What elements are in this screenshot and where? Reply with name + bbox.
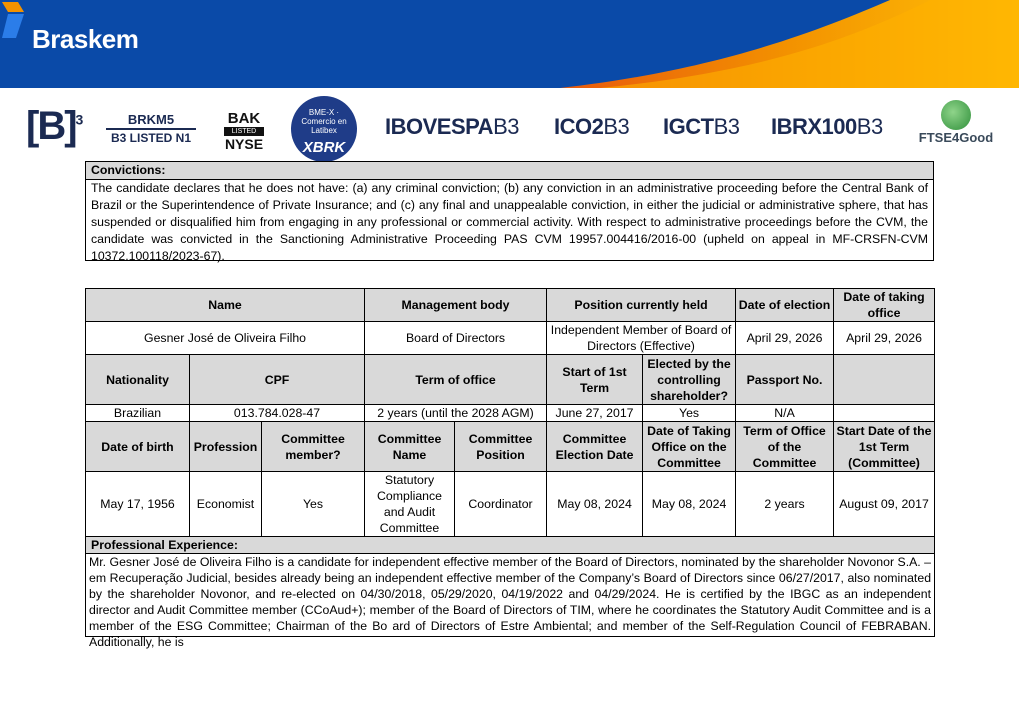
banner-wave-graphic [0,0,1019,88]
value-committee-taking-office: May 08, 2024 [643,472,736,537]
value-profession: Economist [190,472,262,537]
table-row [86,472,935,537]
header-committee-start: Start Date of the 1st Term (Committee) [834,422,935,472]
header-elected-controlling: Elected by the controlling shareholder? [643,355,736,405]
ibovespa-logo: IBOVESPAB3 [385,114,519,139]
b3-logo: $[B]^3$ [26,104,82,148]
brand-logo-text: Braskem [32,24,139,54]
experience-text: Mr. Gesner José de Oliveira Filho is a candidate for independent effective member of the Board of Directors, nominated by the shareholder Novonor S.A. – em Recuperação Judicial, besides already being an independent effective member of the Company’s Board of Directors since 06/27/2017, also nominated by the shareholder Novonor, and re-elected on 04/30/2018, 05/29/2020, 04/19/2022 and 04/29/2024. He is certified by the IBGC as an independent director and Audit Committee member (CCoAud+); member of the Board of Directors of TIM, where he coordinates the Statutory Audit Committee and is a member of the ESG Committee; Chairman of the Bo ard of Directors of Estre Ambiental; and member of the Self-Regulation Council of FEBRABAN. Additionally, he is [89,555,932,649]
header-committee-member: Committee member? [262,422,365,472]
listing-logos [0,92,1019,162]
header-position: Position currently held [547,289,736,322]
value-committee-name: Statutory Compliance and Audit Committee [365,472,455,537]
header-empty [834,355,935,405]
value-position: Independent Member of Board of Directors (Effective) [547,322,736,355]
header-cpf: CPF [190,355,365,405]
header-date-election: Date of election [736,289,834,322]
brand-mark-icon [0,0,26,40]
ftse4good-logo: FTSE4Good [916,100,996,145]
value-empty [834,405,935,422]
table-row [86,554,935,637]
globe-icon [941,100,971,130]
experience-cell [86,554,935,649]
header-nationality: Nationality [86,355,190,405]
table-row [86,289,935,322]
value-committee-member: Yes [262,472,365,537]
value-name: Gesner José de Oliveira Filho [86,322,365,355]
table-row [86,422,935,472]
table-row [86,322,935,355]
value-term: 2 years (until the 2028 AGM) [365,405,547,422]
header-management-body: Management body [365,289,547,322]
header-banner [0,0,1019,88]
igct-logo: IGCTB3 [663,114,740,139]
header-committee-election: Committee Election Date [547,422,643,472]
experience-title: Professional Experience: [86,537,935,554]
value-committee-election: May 08, 2024 [547,472,643,537]
latibex-xbrk-logo: BME-X · Comercio en Latibex XBRK [291,96,357,162]
brkm5-logo: BRKM5 B3 LISTED N1 [106,112,196,145]
header-date-office: Date of taking office [834,289,935,322]
header-profession: Profession [190,422,262,472]
convictions-title: Convictions: [86,162,933,180]
value-elected-controlling: Yes [643,405,736,422]
header-committee-taking-office: Date of Taking Office on the Committee [643,422,736,472]
table-row [86,537,935,554]
value-management-body: Board of Directors [365,322,547,355]
nyse-bak-logo: BAK LISTED NYSE [224,110,264,152]
ico2-logo: ICO2B3 [554,114,630,139]
convictions-section [85,161,934,261]
value-date-office: April 29, 2026 [834,322,935,355]
ibrx100-logo: IBRX100B3 [771,114,883,139]
value-committee-start: August 09, 2017 [834,472,935,537]
convictions-text: The candidate declares that he does not have: (a) any criminal conviction; (b) any conviction in an administrative proceeding before the Central Bank of Brazil or the Superintendence of Private Insurance; and (c) any final and unappealable conviction, in either the judicial or administrative sphere, that has suspended or disqualified him from engaging in any professional or commercial activity. With respect to administrative proceedings before the CVM, the candidate was convicted in the Sanctioning Administrative Proceeding PAS CVM 19957.004416/2016-00 (upheld on appeal in MF-CRSFN-CVM 10372.100118/2023-67). [91,181,928,263]
value-nationality: Brazilian [86,405,190,422]
value-committee-term: 2 years [736,472,834,537]
header-passport: Passport No. [736,355,834,405]
value-committee-position: Coordinator [455,472,547,537]
value-date-election: April 29, 2026 [736,322,834,355]
header-term: Term of office [365,355,547,405]
header-date-birth: Date of birth [86,422,190,472]
header-committee-position: Committee Position [455,422,547,472]
table-row [86,405,935,422]
value-date-birth: May 17, 1956 [86,472,190,537]
candidate-info-table [85,288,935,649]
value-passport: N/A [736,405,834,422]
header-committee-name: Committee Name [365,422,455,472]
value-start-term: June 27, 2017 [547,405,643,422]
value-cpf: 013.784.028-47 [190,405,365,422]
header-start-term: Start of 1st Term [547,355,643,405]
header-committee-term: Term of Office of the Committee [736,422,834,472]
header-name: Name [86,289,365,322]
table-row [86,355,935,405]
